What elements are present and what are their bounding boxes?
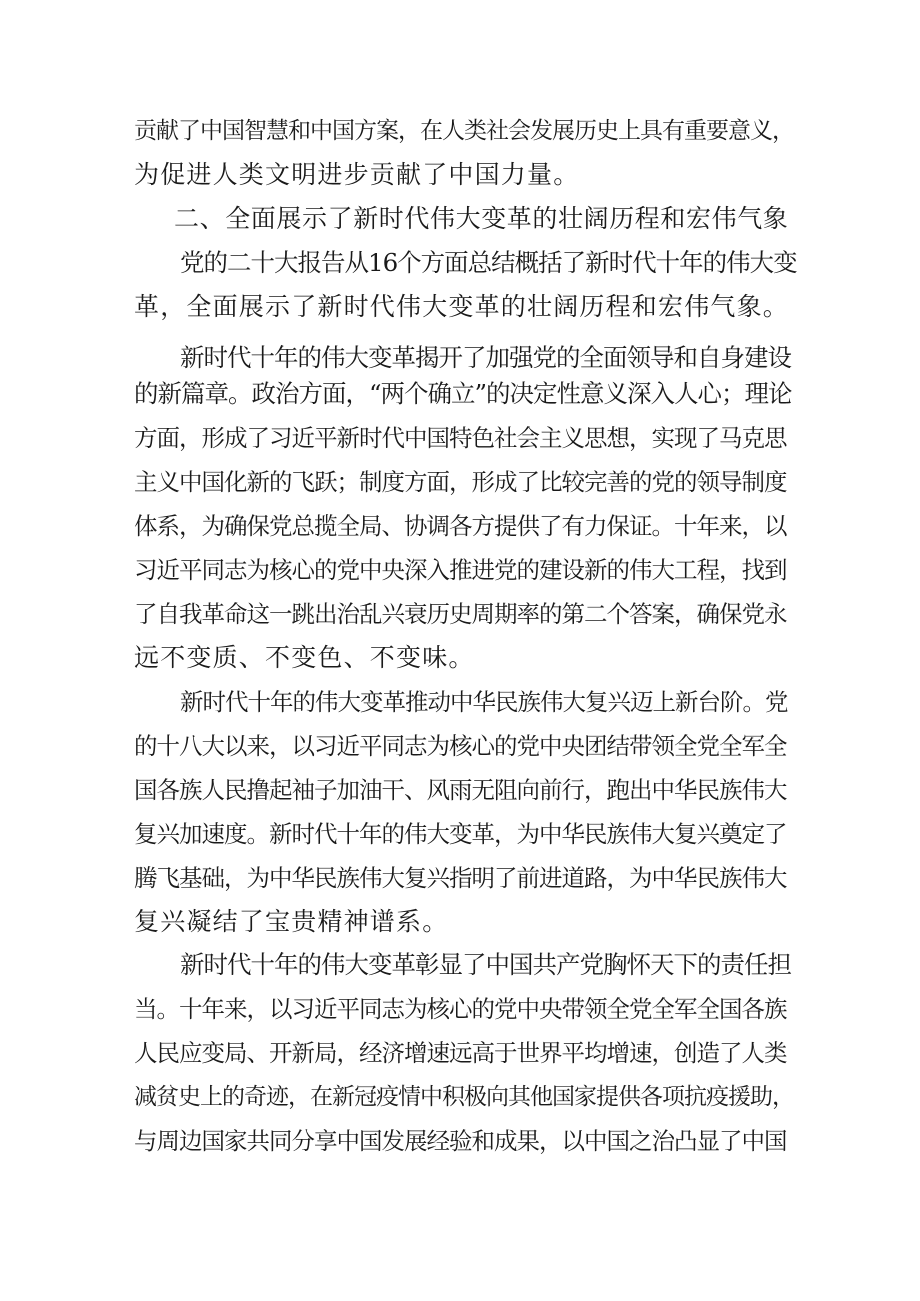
paragraph-line: 革，全面展示了新时代伟大变革的壮阔历程和宏伟气象。: [134, 292, 790, 321]
paragraph-line: 的新篇章。政治方面，“两个确立”的决定性意义深入人心；理论: [134, 379, 792, 408]
paragraph-line: 新时代十年的伟大变革彰显了中国共产党胸怀天下的责任担: [180, 950, 791, 979]
paragraph-line: 的十八大以来，以习近平同志为核心的党中央团结带领全党全军全: [134, 732, 787, 760]
paragraph-line: 党的二十大报告从16个方面总结概括了新时代十年的伟大变: [180, 248, 797, 277]
paragraph-line: 复兴加速度。新时代十年的伟大变革，为中华民族伟大复兴奠定了: [134, 820, 787, 848]
paragraph-line: 当。十年来，以习近平同志为核心的党中央带领全党全军全国各族: [134, 995, 787, 1023]
paragraph-line: 为促进人类文明进步贡献了中国力量。: [134, 160, 580, 189]
paragraph-line: 国各族人民撸起袖子加油干、风雨无阻向前行，跑出中华民族伟大: [134, 776, 787, 804]
paragraph-line: 复兴凝结了宝贵精神谱系。: [134, 907, 449, 936]
section-heading: 二、全面展示了新时代伟大变革的壮阔历程和宏伟气象: [174, 204, 789, 233]
paragraph-line: 远不变质、不变色、不变味。: [134, 643, 475, 672]
paragraph-line: 体系，为确保党总揽全局、协调各方提供了有力保证。十年来，以: [134, 512, 787, 540]
paragraph-line: 方面，形成了习近平新时代中国特色社会主义思想，实现了马克思: [134, 424, 787, 452]
paragraph-line: 与周边国家共同分享中国发展经验和成果，以中国之治凸显了中国: [134, 1127, 787, 1155]
paragraph-line: 新时代十年的伟大变革推动中华民族伟大复兴迈上新台阶。党: [180, 688, 788, 716]
paragraph-line: 人民应变局、开新局，经济增速远高于世界平均增速，创造了人类: [134, 1039, 787, 1067]
paragraph-line: 习近平同志为核心的党中央深入推进党的建设新的伟大工程，找到: [134, 556, 787, 584]
paragraph-line: 腾飞基础，为中华民族伟大复兴指明了前进道路，为中华民族伟大: [134, 864, 787, 892]
paragraph-line: 贡献了中国智慧和中国方案，在人类社会发展历史上具有重要意义，: [134, 118, 794, 144]
paragraph-line: 减贫史上的奇迹，在新冠疫情中积极向其他国家提供各项抗疫援助，: [134, 1084, 794, 1110]
paragraph-line: 主义中国化新的飞跃；制度方面，形成了比较完善的党的领导制度: [134, 468, 787, 496]
paragraph-line: 了自我革命这一跳出治乱兴衰历史周期率的第二个答案，确保党永: [134, 600, 787, 628]
paragraph-line: 新时代十年的伟大变革揭开了加强党的全面领导和自身建设: [180, 343, 791, 372]
